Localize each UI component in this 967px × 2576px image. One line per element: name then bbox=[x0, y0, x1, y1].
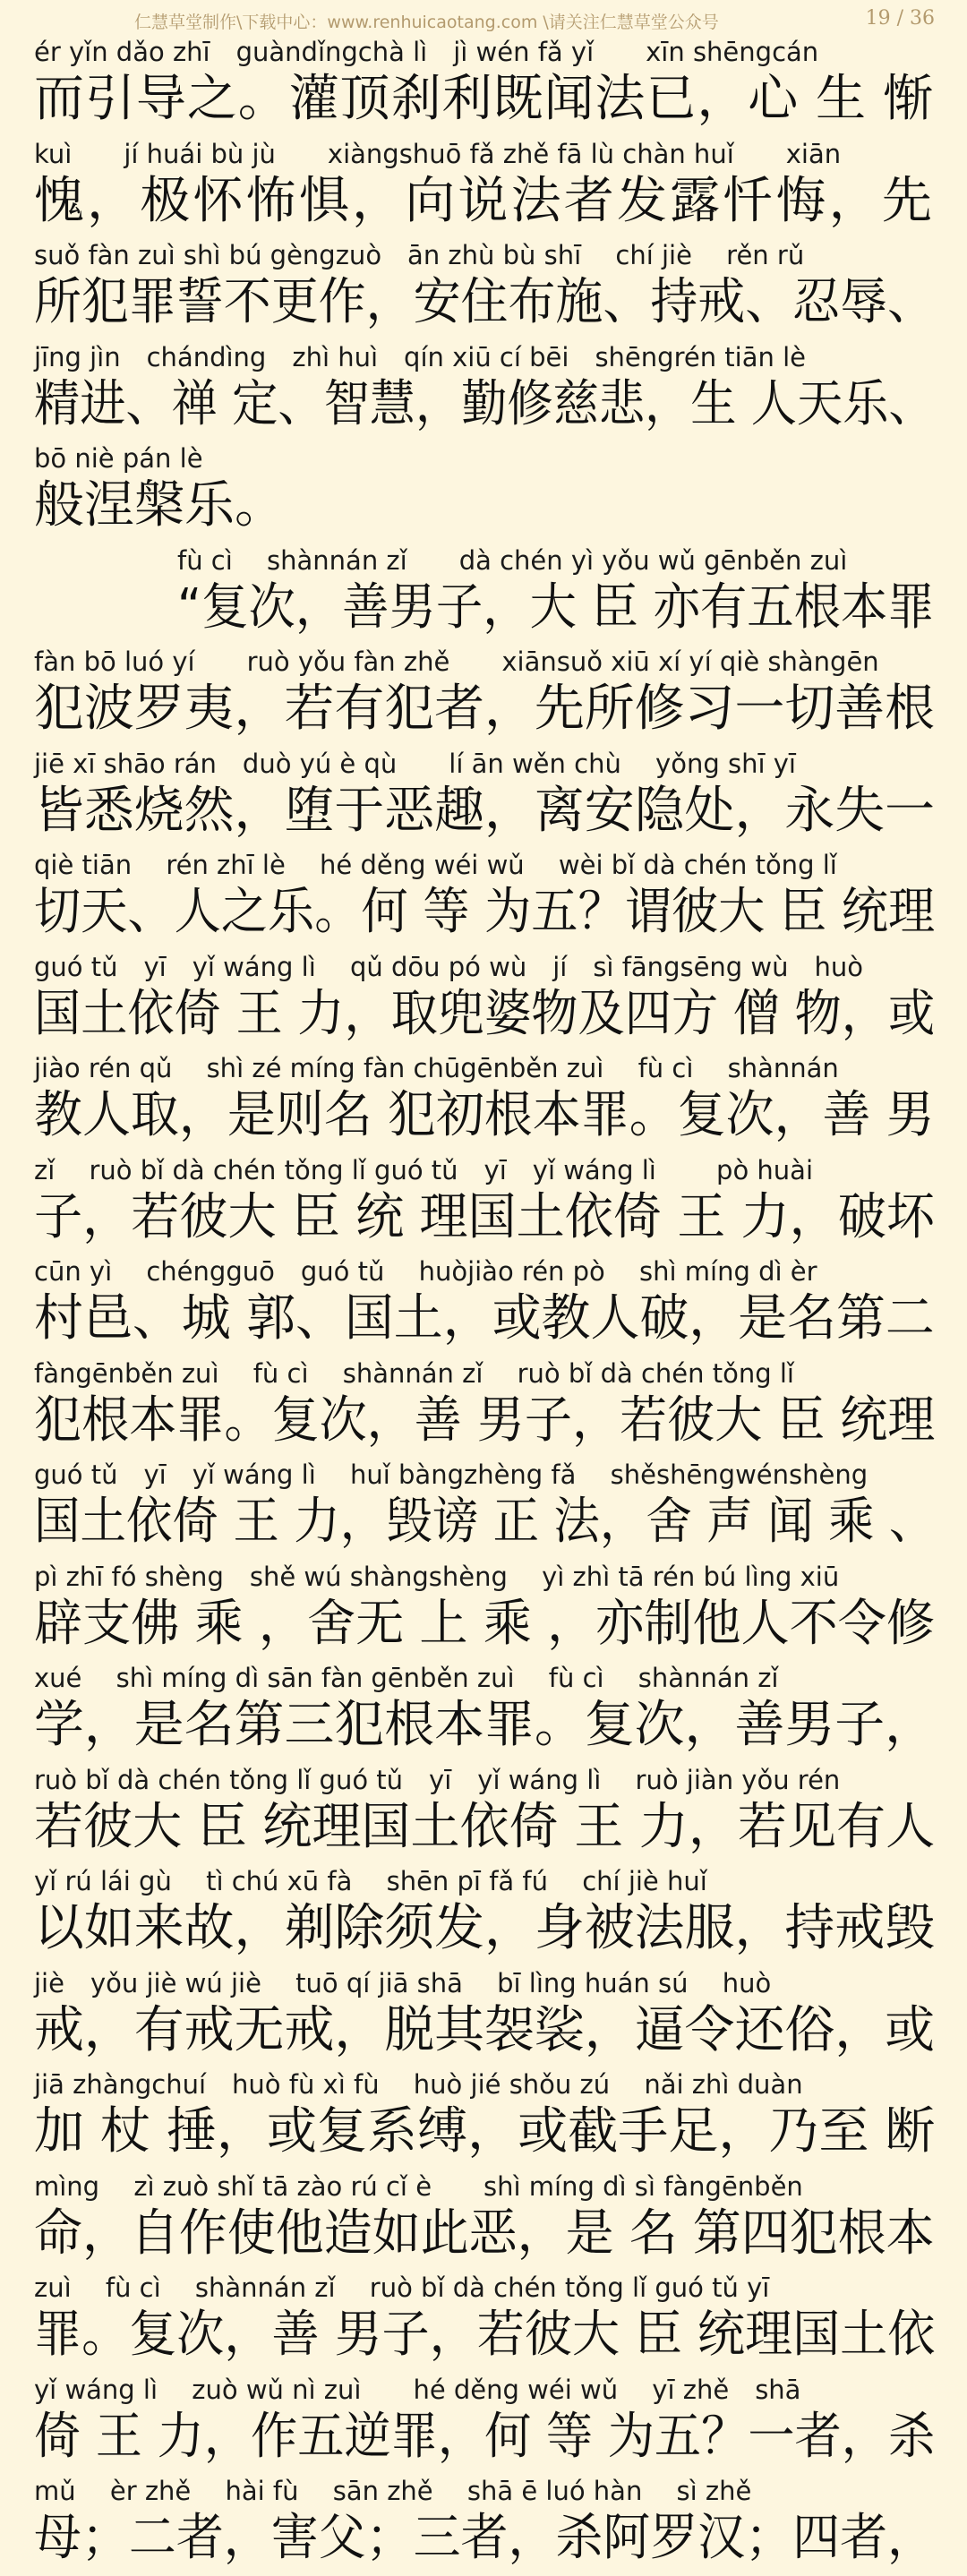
text-line bbox=[0, 646, 967, 747]
hanzi-text: “复次，善男子，大 臣 亦有五根本罪 bbox=[177, 578, 935, 637]
text-line bbox=[0, 849, 967, 950]
hanzi-text: 犯波罗夷，若有犯者，先所修习一切善根 bbox=[34, 680, 935, 738]
text-line bbox=[0, 1967, 967, 2068]
pinyin-annotation: jīng jìn chándìng zhì huì qín xiū cí bēi shēngrén tiān lè bbox=[34, 341, 806, 372]
text-line bbox=[0, 442, 967, 543]
pinyin-annotation: ruò bǐ dà chén tǒng lǐ guó tǔ yī yǐ wáng lì ruò jiàn yǒu rén bbox=[34, 1764, 841, 1795]
pinyin-annotation: cūn yì chéngguō guó tǔ huòjiào rén pò shì míng dì èr bbox=[34, 1256, 817, 1287]
text-line bbox=[0, 1052, 967, 1153]
page-number: 19 / 36 bbox=[865, 7, 935, 30]
text-line bbox=[0, 1561, 967, 1662]
text-line bbox=[0, 2068, 967, 2169]
text-line bbox=[0, 1865, 967, 1966]
pinyin-annotation: ér yǐn dǎo zhī guàndǐngchà lì jì wén fǎ yǐ xīn shēngcán bbox=[34, 37, 819, 67]
pinyin-annotation: zuì fù cì shànnán zǐ ruò bǐ dà chén tǒng lǐ guó tǔ yī bbox=[34, 2272, 770, 2303]
hanzi-text: 国土依倚 王 力，取兜婆物及四方 僧 物，或 bbox=[34, 984, 936, 1043]
hanzi-text: 皆悉烧然，堕于恶趣，离安隐处，永失一 bbox=[34, 781, 935, 840]
pinyin-annotation: pì zhī fó shèng shě wú shàngshèng yì zhì tā rén bú lìng xiū bbox=[34, 1561, 840, 1592]
pinyin-annotation: mǔ èr zhě hài fù sān zhě shā ē luó hàn sì zhě bbox=[34, 2476, 752, 2506]
pinyin-annotation: jiào rén qǔ shì zé míng fàn chūgēnběn zuì fù cì shànnán bbox=[34, 1053, 839, 1083]
hanzi-text: 罪。复次，善 男子，若彼大 臣 统理国土依 bbox=[34, 2306, 936, 2364]
pinyin-annotation: zǐ ruò bǐ dà chén tǒng lǐ guó tǔ yī yǐ wáng lì pò huài bbox=[34, 1154, 814, 1185]
hanzi-text: 子，若彼大 臣 统 理国土依倚 王 力，破坏 bbox=[34, 1187, 936, 1246]
hanzi-text: 学，是名第三犯根本罪。复次，善男子， bbox=[34, 1696, 935, 1754]
pinyin-annotation: jiē xī shāo rán duò yú è qù lí ān wěn chù yǒng shī yī bbox=[34, 748, 796, 779]
hanzi-text: 加 杖 捶，或复系缚，或截手足，乃至 断 bbox=[34, 2102, 936, 2161]
pinyin-annotation: yǐ wáng lì zuò wǔ nì zuì hé děng wéi wǔ yī zhě shā bbox=[34, 2374, 801, 2405]
hanzi-text: 切天、人之乐。何 等 为五？谓彼大 臣 统理 bbox=[34, 883, 936, 941]
pinyin-annotation: guó tǔ yī yǐ wáng lì qǔ dōu pó wù jí sì fāngsēng wù huò bbox=[34, 951, 864, 982]
text-line bbox=[0, 1154, 967, 1255]
text-line bbox=[0, 748, 967, 849]
pinyin-annotation: fàngēnběn zuì fù cì shànnán zǐ ruò bǐ dà chén tǒng lǐ bbox=[34, 1357, 794, 1389]
pinyin-annotation: suǒ fàn zuì shì bú gèngzuò ān zhù bù shī chí jiè rěn rǔ bbox=[34, 240, 805, 270]
text-line bbox=[0, 1357, 967, 1459]
hanzi-text: 所犯罪誓不更作，安住布施、持戒、忍辱、 bbox=[34, 273, 935, 331]
text-line bbox=[0, 544, 967, 646]
hanzi-text: 犯根本罪。复次，善 男子，若彼大 臣 统理 bbox=[34, 1391, 936, 1450]
pinyin-annotation: jiā zhàngchuí huò fù xì fù huò jié shǒu zú nǎi zhì duàn bbox=[34, 2069, 803, 2100]
pinyin-annotation: fàn bō luó yí ruò yǒu fàn zhě xiānsuǒ xiū xí yí qiè shàngēn bbox=[34, 646, 879, 677]
text-line bbox=[0, 1255, 967, 1356]
pinyin-annotation: mìng zì zuò shǐ tā zào rú cǐ è shì míng dì sì fàngēnběn bbox=[34, 2170, 803, 2202]
hanzi-text: 精进、禅 定、智慧，勤修慈悲，生 人天乐、 bbox=[34, 374, 935, 433]
text-line bbox=[0, 2475, 967, 2576]
hanzi-text: 般涅槃乐。 bbox=[34, 476, 285, 535]
hanzi-text: 戒，有戒无戒，脱其袈裟，逼令还俗，或 bbox=[34, 2000, 935, 2059]
text-line bbox=[0, 1764, 967, 1865]
text-line bbox=[0, 2272, 967, 2373]
hanzi-text: 愧，极怀怖惧，向说法者发露忏悔，先 bbox=[34, 171, 935, 230]
pinyin-annotation: qiè tiān rén zhī lè hé děng wéi wǔ wèi bǐ dà chén tǒng lǐ bbox=[34, 850, 837, 880]
hanzi-text: 命，自作使他造如此恶，是 名 第四犯根本 bbox=[34, 2204, 935, 2263]
hanzi-text: 而引导之。灌顶刹利既闻法已，心 生 惭 bbox=[34, 70, 935, 128]
pinyin-annotation: bō niè pán lè bbox=[34, 443, 203, 474]
text-line bbox=[0, 2374, 967, 2475]
pinyin-annotation: jiè yǒu jiè wú jiè tuō qí jiā shā bī lìng huán sú huò bbox=[34, 1967, 772, 1998]
text-line bbox=[0, 239, 967, 340]
text-line bbox=[0, 951, 967, 1052]
text-line bbox=[0, 1459, 967, 1560]
hanzi-text: 母；二者，害父；三者，杀阿罗汉；四者， bbox=[34, 2509, 935, 2567]
hanzi-text: 教人取，是则名 犯初根本罪。复次，善 男 bbox=[34, 1086, 935, 1144]
hanzi-text: 辟支佛 乘 ，舍无 上 乘 ，亦制他人不令修 bbox=[34, 1594, 936, 1653]
text-line bbox=[0, 341, 967, 442]
publisher-banner: 仁慧草堂制作\下载中心：www.renhuicaotang.com \请关注仁慧草堂公众号 bbox=[134, 13, 719, 32]
pinyin-annotation: fù cì shànnán zǐ dà chén yì yǒu wǔ gēnběn zuì bbox=[177, 544, 848, 576]
text-line bbox=[0, 2170, 967, 2272]
hanzi-text: 若彼大 臣 统理国土依倚 王 力，若见有人 bbox=[34, 1797, 936, 1856]
hanzi-text: 村邑、城 郭、国土，或教人破，是名第二 bbox=[34, 1289, 935, 1348]
pinyin-annotation: xué shì míng dì sān fàn gēnběn zuì fù cì shànnán zǐ bbox=[34, 1663, 779, 1693]
pinyin-annotation: kuì jí huái bù jù xiàngshuō fǎ zhě fā lù chàn huǐ xiān bbox=[34, 138, 842, 169]
text-line bbox=[0, 36, 967, 137]
hanzi-text: 倚 王 力，作五逆罪，何 等 为五？一者，杀 bbox=[34, 2407, 936, 2466]
pinyin-annotation: guó tǔ yī yǐ wáng lì huǐ bàngzhèng fǎ shěshēngwénshèng bbox=[34, 1459, 869, 1490]
pinyin-annotation: yǐ rú lái gù tì chú xū fà shēn pī fǎ fú chí jiè huǐ bbox=[34, 1866, 707, 1896]
hanzi-text: 国土依倚 王 力，毁谤 正 法，舍 声 闻 乘 、 bbox=[34, 1493, 936, 1551]
text-line bbox=[0, 1662, 967, 1763]
text-line bbox=[0, 138, 967, 239]
hanzi-text: 以如来故，剃除须发，身被法服，持戒毁 bbox=[34, 1899, 935, 1957]
